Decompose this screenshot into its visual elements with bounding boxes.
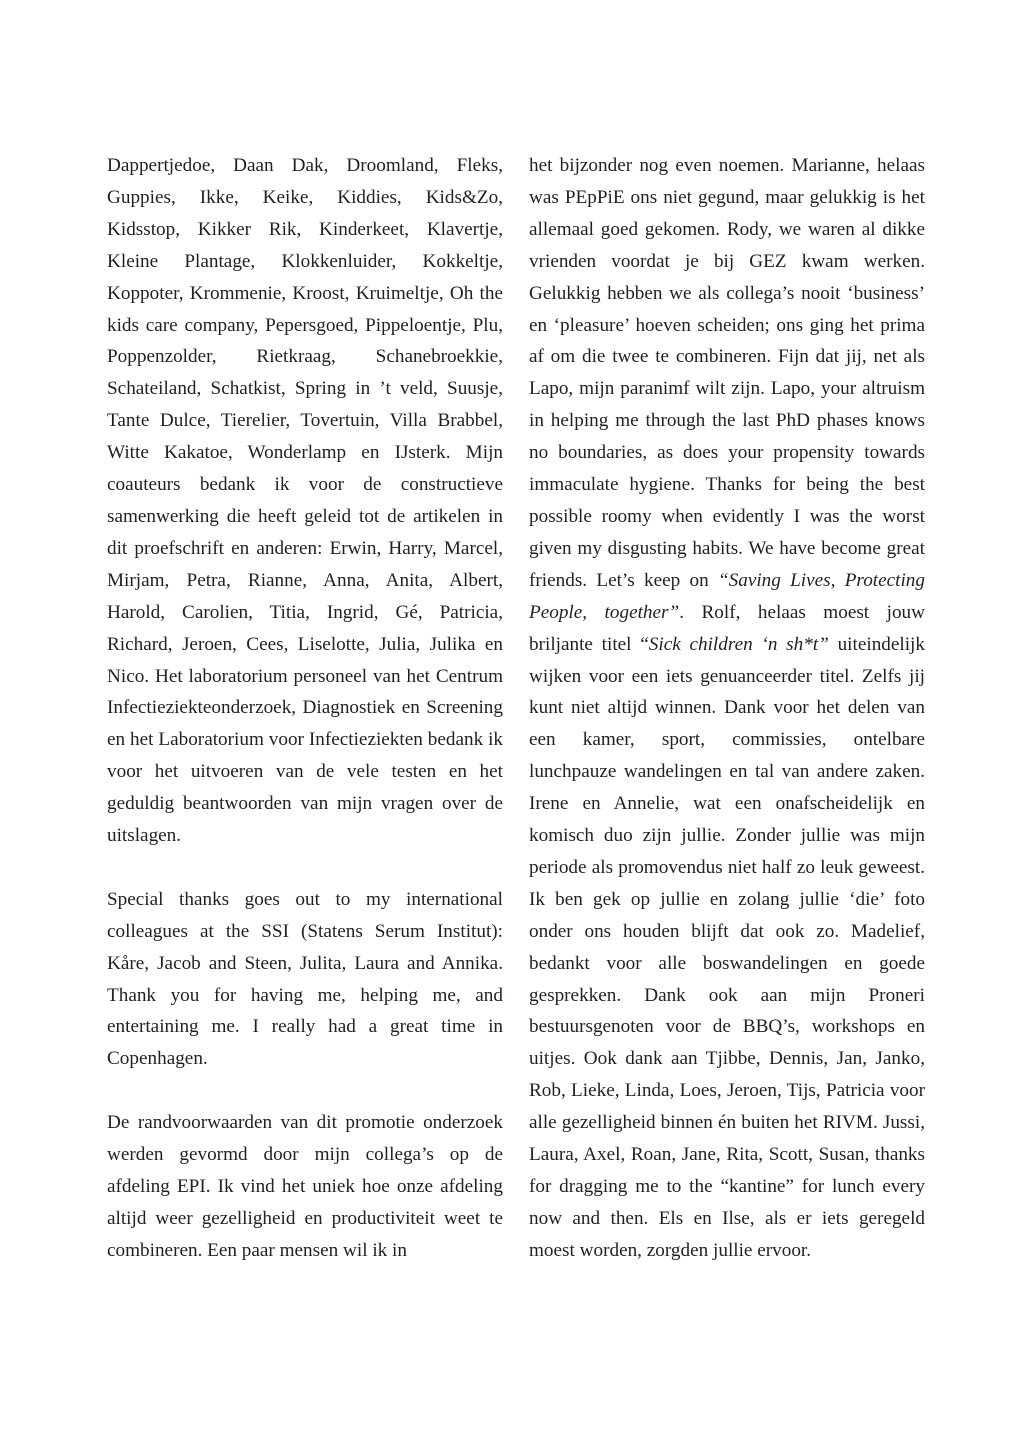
right-text-column [529,150,925,1267]
paragraph-international-colleagues: Special thanks goes out to my international colleagues at the SSI (Statens Serum Institut): Kåre, Jacob and Steen, Julita, Laura and Annika. Thank you for having me, helping me, and entertaining me. I really had a great time in Copenhagen. [107,888,503,1070]
italic-quote-title: Sick children ‘n sh*t” [648,633,829,655]
paragraph-acknowledgements-daycare: Dappertjedoe, Daan Dak, Droomland, Fleks, Guppies, Ikke, Keike, Kiddies, Kids&Zo, Kidsstop, Kikker Rik, Kinderkeet, Klavertje, Kleine Plantage, Klokkenluider, Kokkeltje, Koppoter, Krommenie, Kroost, Kruimeltje, Oh the kids care company, Pepersgoed, Pippeloentje, Plu, Poppenzolder, Rietkraag, Schanebroekkie, Schateiland, Schatkist, Spring in ’t veld, Suusje, Tante Dulce, Tierelier, Tovertuin, Villa Brabbel, Witte Kakatoe, Wonderlamp en IJsterk. Mijn coauteurs bedank ik voor de constructieve samenwerking die heeft geleid tot de artikelen in dit proefschrift en anderen: Erwin, Harry, Marcel, Mirjam, Petra, Rianne, Anna, Anita, Albert, Harold, Carolien, Titia, Ingrid, Gé, Patricia, Richard, Jeroen, Cees, Liselotte, Julia, Julika en Nico. Het laboratorium personeel van het Centrum Infectieziekteonderzoek, Diagnostiek en Screening en het Laboratorium voor Infectieziekten bedank ik voor het uitvoeren van de vele testen en het geduldig beantwoorden van mijn vragen over de uitslagen. [107,155,503,847]
italic-quote-saving-lives: “Saving Lives, Protecting People, together” [529,569,925,623]
text-run: . Rolf, helaas moest jouw briljante titel “ [529,601,926,655]
text-run: uiteindelijk wijken voor een iets genuanceerder titel. Zelfs jij kunt niet altijd winnen. Dank voor het delen van een kamer, sport, commissies, ontelbare lunchpauze wandelingen en tal van andere zaken. Irene en Annelie, wat een onafscheidelijk en komisch duo zijn jullie. Zonder jullie was mijn periode als promovendus niet half zo leuk geweest. Ik ben gek op jullie en zolang jullie ‘die’ foto onder ons houden blijft dat ook zo. Madelief, bedankt voor alle boswandelingen en goede gesprekken. Dank ook aan mijn Proneri bestuursgenoten voor de BBQ’s, workshops en uitjes. Ook dank aan Tjibbe, Dennis, Jan, Janko, Rob, Lieke, Linda, Loes, Jeroen, Tijs, Patricia voor alle gezelligheid binnen én buiten het RIVM. Jussi, Laura, Axel, Roan, Jane, Rita, Scott, Susan, thanks for dragging me to the “kantine” for lunch every now and then. Els en Ilse, als er iets geregeld moest worden, zorgden jullie ervoor. [529,633,925,1261]
text-run: het bijzonder nog even noemen. Marianne, helaas was PEpPiE ons niet gegund, maar gelukkig is het allemaal goed gekomen. Rody, we waren al dikke vrienden voordat je bij GEZ kwam werken. Gelukkig hebben we als collega’s nooit ‘business’ en ‘pleasure’ hoeven scheiden; ons ging het prima af om die twee te combineren. Fijn dat jij, net als Lapo, mijn paranimf wilt zijn. Lapo, your altruism in helping me through the last PhD phases knows no boundaries, as does your propensity towards immaculate hygiene. Thanks for being the best possible roomy when evidently I was the worst given my disgusting habits. We have become great friends. Let’s keep on [529,155,925,591]
paragraph-department-epi: De randvoorwaarden van dit promotie onderzoek werden gevormd door mijn collega’s op de afdeling EPI. Ik vind het uniek hoe onze afdeling altijd weer gezelligheid en productiviteit weet te combineren. Een paar mensen wil ik in [107,1112,503,1261]
left-text-column [107,150,503,1267]
paragraph-colleagues-continued [529,150,925,1267]
